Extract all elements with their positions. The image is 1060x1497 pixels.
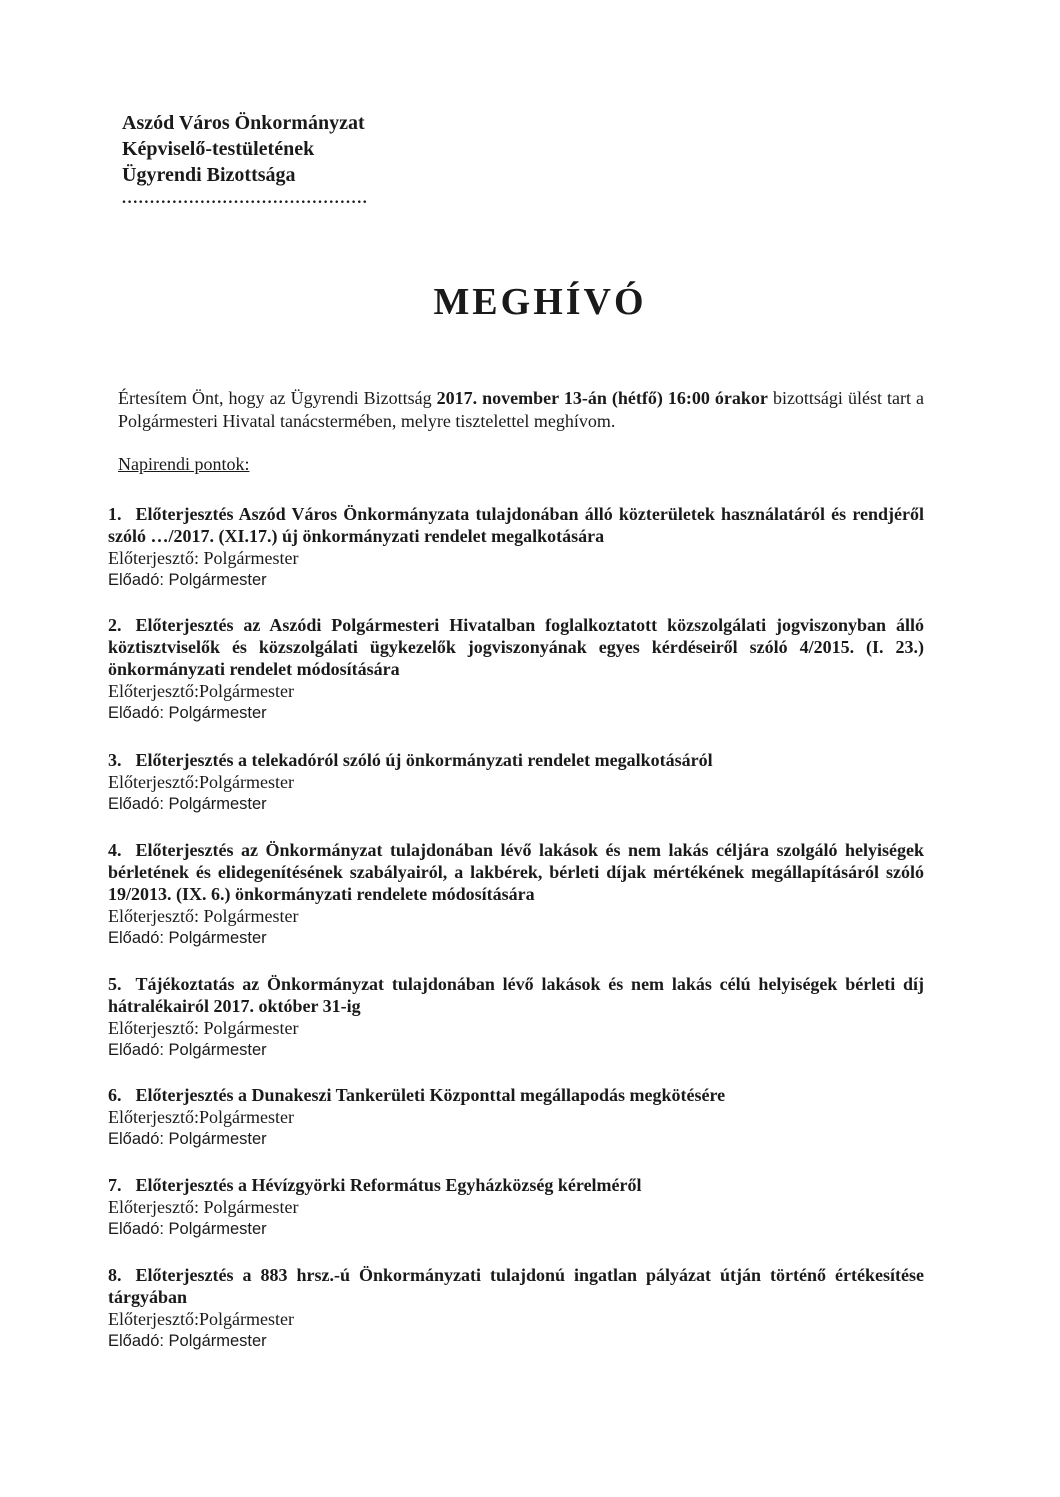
agenda-item-title-text: Előterjesztés Aszód Város Önkormányzata tulajdonában álló közterületek használatáról és rendjéről szóló …/2017. (XI.17.) új önkormányzati rendelet megalkotására xyxy=(108,504,924,546)
agenda-item-presenter: Előterjesztő: Polgármester xyxy=(108,906,299,926)
agenda-item-title-text: Előterjesztés a 883 hrsz.-ú Önkormányzati tulajdonú ingatlan pályázat útján történő értékesítése tárgyában xyxy=(108,1265,924,1307)
agenda-item-number: 4. xyxy=(108,840,122,860)
agenda-item-speaker: Előadó: Polgármester xyxy=(108,795,267,813)
agenda-item-title-text: Előterjesztés a telekadóról szóló új önkormányzati rendelet megalkotásáról xyxy=(135,750,713,770)
agenda-item-title xyxy=(108,614,924,680)
intro-paragraph xyxy=(118,387,924,433)
agenda-item-speaker: Előadó: Polgármester xyxy=(108,571,267,589)
letterhead-line-2: Képviselő-testületének xyxy=(122,138,315,160)
agenda-item-title xyxy=(108,1084,924,1106)
agenda-item-number: 1. xyxy=(108,504,122,524)
agenda-item-3 xyxy=(108,749,924,815)
agenda-item-title xyxy=(108,839,924,905)
agenda-item-speaker: Előadó: Polgármester xyxy=(108,929,267,947)
agenda-item-presenter: Előterjesztő: Polgármester xyxy=(108,548,299,568)
agenda-item-speaker: Előadó: Polgármester xyxy=(108,704,267,722)
agenda-item-speaker: Előadó: Polgármester xyxy=(108,1220,267,1238)
agenda-item-speaker: Előadó: Polgármester xyxy=(108,1332,267,1350)
agenda-item-number: 3. xyxy=(108,750,122,770)
agenda-item-title-text: Előterjesztés az Önkormányzat tulajdonában lévő lakások és nem lakás céljára szolgáló helyiségek bérletének és elidegenítésének szabályairól, a lakbérek, bérleti díjak mértékének megállapításáról szóló 19/2013. (IX. 6.) önkormányzati rendelete módosítására xyxy=(108,840,924,904)
letterhead xyxy=(122,110,365,188)
agenda-item-presenter: Előterjesztő:Polgármester xyxy=(108,772,294,792)
agenda-item-presenter: Előterjesztő:Polgármester xyxy=(108,681,294,701)
agenda-item-8 xyxy=(108,1264,924,1352)
agenda-item-number: 2. xyxy=(108,615,122,635)
agenda-item-title xyxy=(108,1174,924,1196)
agenda-item-title xyxy=(108,503,924,547)
intro-text-2: bizottsági ülést tart a Polgármesteri Hivatal tanácstermében, melyre tisztelettel meghívom. xyxy=(118,388,924,431)
agenda-item-6 xyxy=(108,1084,924,1150)
agenda-item-presenter: Előterjesztő: Polgármester xyxy=(108,1197,299,1217)
letterhead-line-1: Aszód Város Önkormányzat xyxy=(122,112,365,134)
intro-text-1: Értesítem Önt, hogy az Ügyrendi Bizottság xyxy=(118,388,437,408)
agenda-item-number: 6. xyxy=(108,1085,122,1105)
agenda-item-speaker: Előadó: Polgármester xyxy=(108,1041,267,1059)
agenda-item-title-text: Előterjesztés a Dunakeszi Tankerületi Központtal megállapodás megkötésére xyxy=(135,1085,726,1105)
agenda-item-title xyxy=(108,749,924,771)
agenda-item-presenter: Előterjesztő:Polgármester xyxy=(108,1309,294,1329)
agenda-item-2 xyxy=(108,614,924,724)
document-title: MEGHÍVÓ xyxy=(433,281,647,323)
agenda-item-title xyxy=(108,1264,924,1308)
agenda-item-presenter: Előterjesztő:Polgármester xyxy=(108,1107,294,1127)
agenda-item-number: 8. xyxy=(108,1265,122,1285)
agenda-item-number: 7. xyxy=(108,1175,122,1195)
agenda-item-title-text: Tájékoztatás az Önkormányzat tulajdonában lévő lakások és nem lakás célú helyiségek bérleti díj hátralékairól 2017. október 31-ig xyxy=(108,974,924,1016)
agenda-item-1 xyxy=(108,503,924,591)
agenda-item-presenter: Előterjesztő: Polgármester xyxy=(108,1018,299,1038)
agenda-item-4 xyxy=(108,839,924,949)
dotted-separator: ............................................ xyxy=(122,190,369,207)
agenda-item-title xyxy=(108,973,924,1017)
agenda-item-5 xyxy=(108,973,924,1061)
agenda-item-title-text: Előterjesztés a Hévízgyörki Református Egyházközség kérelméről xyxy=(135,1175,642,1195)
agenda-item-speaker: Előadó: Polgármester xyxy=(108,1130,267,1148)
intro-date: 2017. november 13-án (hétfő) 16:00 órakor xyxy=(436,388,768,408)
agenda-item-number: 5. xyxy=(108,974,122,994)
agenda-item-7 xyxy=(108,1174,924,1240)
agenda-item-title-text: Előterjesztés az Aszódi Polgármesteri Hivatalban foglalkoztatott közszolgálati jogviszonyban álló köztisztviselők és közszolgálati ügykezelők jogviszonyának egyes kérdéseiről szóló 4/2015. (I. 23.) önkormányzati rendelet módosítására xyxy=(108,615,924,679)
letterhead-line-3: Ügyrendi Bizottsága xyxy=(122,164,296,186)
agenda-label: Napirendi pontok: xyxy=(118,454,250,474)
